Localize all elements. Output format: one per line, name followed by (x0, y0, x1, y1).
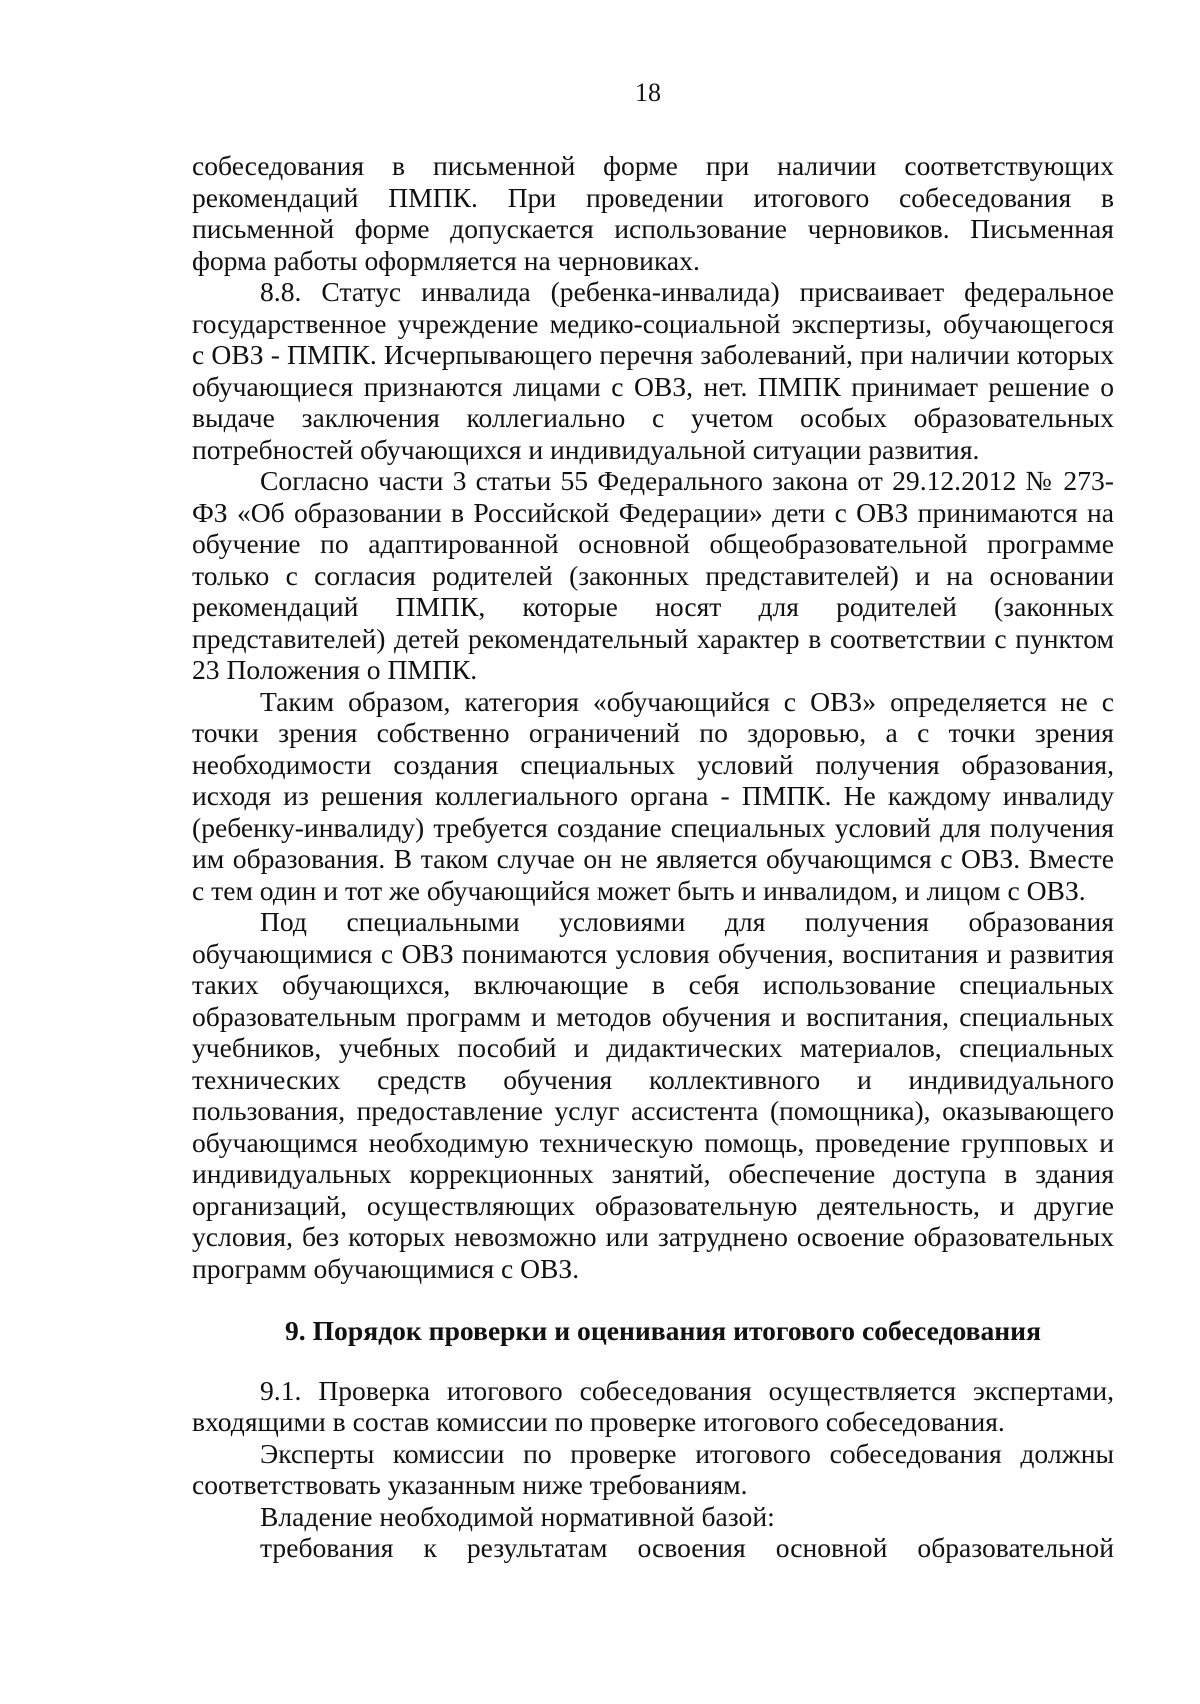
paragraph-normative-base: Владение необходимой нормативной базой: (260, 1500, 775, 1532)
paragraph-8-8: 8.8. Статус инвалида (ребенка-инвалида) присваивает федеральное государственное учреждение медико-социальной экспертизы, обучающегося с ОВЗ - ПМПК. Исчерпывающего перечня заболеваний, при наличии которых обучающиеся признаются лицами с ОВЗ, нет. ПМПК принимает решение о выдаче заключения коллегиально с учетом особых образовательных потребностей обучающихся и индивидуальной ситуации развития. (192, 276, 1114, 465)
document-body (192, 150, 1114, 1564)
paragraph-9-1: 9.1. Проверка итогового собеседования осуществляется экспертами, входящими в состав комиссии по проверке итогового собеседования. (192, 1374, 1114, 1437)
page-number: 18 (635, 78, 661, 107)
paragraph-law-reference: Согласно части 3 статьи 55 Федерального закона от 29.12.2012 № 273-ФЗ «Об образовании в Российской Федерации» дети с ОВЗ принимаются на обучение по адаптированной основной общеобразовательной программе только с согласия родителей (законных представителей) и на основании рекомендаций ПМПК, которые носят для родителей (законных представителей) детей рекомендательный характер в соответствии с пунктом 23 Положения о ПМПК. (192, 465, 1114, 685)
paragraph-continuation: собеседования в письменной форме при наличии соответствующих рекомендаций ПМПК. При проведении итогового собеседования в письменной форме допускается использование черновиков. Письменная форма работы оформляется на черновиках. (192, 150, 1114, 276)
section-heading: 9. Порядок проверки и оценивания итогового собеседования (285, 1315, 1041, 1346)
paragraph-requirements-results: требования к результатам освоения основной образовательной (260, 1532, 1114, 1563)
paragraph-category-definition: Таким образом, категория «обучающийся с ОВЗ» определяется не с точки зрения собственно ограничений по здоровью, а с точки зрения необходимости создания специальных условий получения образования, исходя из решения коллегиального органа - ПМПК. Не каждому инвалиду (ребенку-инвалиду) требуется создание специальных условий для получения им образования. В таком случае он не является обучающимся с ОВЗ. Вместе с тем один и тот же обучающийся может быть и инвалидом, и лицом с ОВЗ. (192, 685, 1114, 906)
paragraph-special-conditions: Под специальными условиями для получения образования обучающимися с ОВЗ понимаются условия обучения, воспитания и развития таких обучающихся, включающие в себя использование специальных образовательным программ и методов обучения и воспитания, специальных учебников, учебных пособий и дидактических материалов, специальных технических средств обучения коллективного и индивидуального пользования, предоставление услуг ассистента (помощника), оказывающего обучающимся необходимую техническую помощь, проведение групповых и индивидуальных коррекционных занятий, обеспечение доступа в здания организаций, осуществляющих образовательную деятельность, и другие условия, без которых невозможно или затруднено освоение образовательных программ обучающимися с ОВЗ. (192, 906, 1114, 1284)
paragraph-experts-requirements: Эксперты комиссии по проверке итогового собеседования должны соответствовать указанным ниже требованиям. (192, 1437, 1114, 1500)
